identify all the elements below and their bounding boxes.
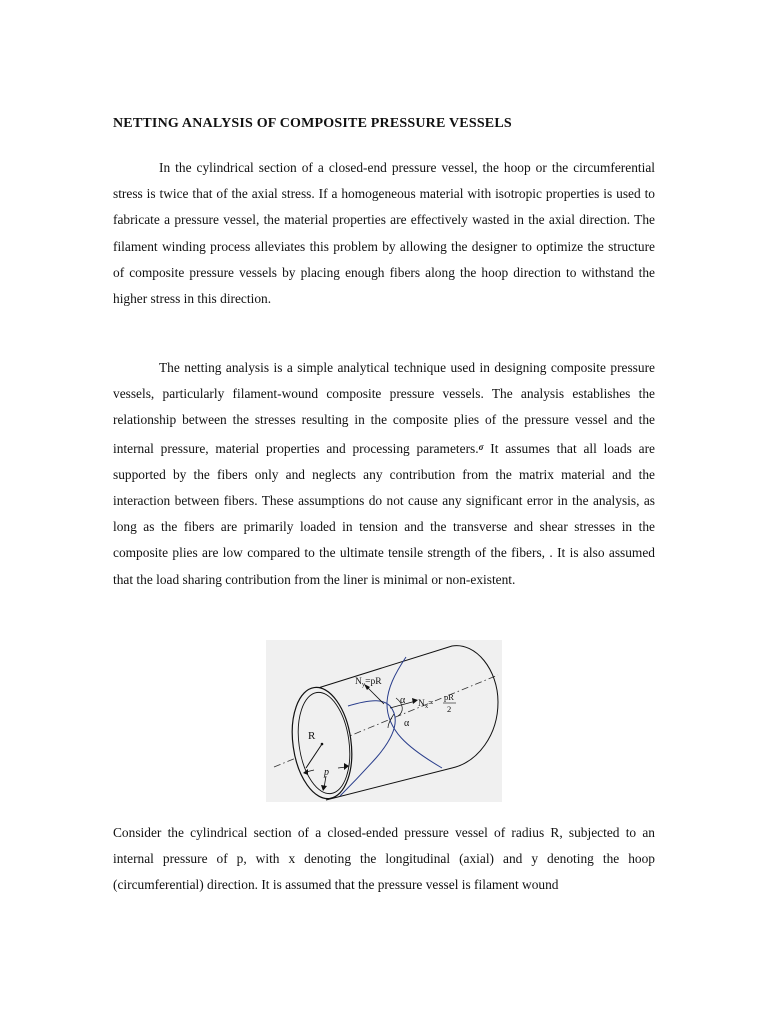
fiber-path-2: [387, 657, 442, 768]
inline-sigma-symbol: σ: [478, 441, 484, 452]
paragraph-2-text-a: The netting analysis is a simple analytical technique used in designing composite pressure vessels, particularly filament-wound composite pressure vessels. The analysis establishes the relationship between the stresses resulting in the composite plies of the pressure vessel and the internal pressure, material properties and processing parameters.: [113, 360, 655, 456]
pressure-vessel-figure: [266, 640, 502, 802]
pressure-label: p: [324, 767, 329, 778]
cylinder-diagram: [266, 640, 502, 802]
nx-fraction-denominator: 2: [447, 704, 452, 714]
paragraph-hoop-stress: [113, 155, 655, 312]
paragraph-1-text: In the cylindrical section of a closed-end pressure vessel, the hoop or the circumferential stress is twice that of the axial stress. If a homogeneous material with isotropic properties is used to fabricate a pressure vessel, the material properties are effectively wasted in the axial direction. The filament winding process alleviates this problem by allowing the designer to optimize the structure of composite pressure vessels by placing enough fibers along the hoop direction to withstand the higher stress in this direction.: [113, 160, 655, 307]
nx-label: $N_x=$: [418, 699, 434, 710]
ny-label: $N_y=pR$: [355, 677, 382, 688]
paragraph-consider-section: Consider the cylindrical section of a closed-ended pressure vessel of radius R, subjected to an internal pressure of p, with x denoting the longitudinal (axial) and y denoting the hoop (circumferential) direction. It is assumed that the pressure vessel is filament wound: [113, 825, 655, 893]
alpha-top-label: α: [400, 695, 406, 706]
document-title: NETTING ANALYSIS OF COMPOSITE PRESSURE VESSELS: [113, 116, 512, 131]
alpha-bottom-label: α: [404, 718, 410, 729]
paragraph-2-text-b: It assumes that all loads are supported by the fibers only and neglects any contribution from the matrix material and the interaction between fibers. These assumptions do not cause any significant error in the analysis, as long as the fibers are primarily loaded in tension and the transverse and shear stresses in the composite plies are low compared to the ultimate tensile strength of the fibers, . It is also assumed that the load sharing contribution from the liner is minimal or non-existent.: [113, 440, 655, 587]
nx-fraction-numerator: pR: [444, 692, 454, 702]
paragraph-netting-analysis: [113, 355, 655, 593]
radius-label: R: [308, 730, 316, 742]
radius-center-dot: [321, 743, 324, 746]
